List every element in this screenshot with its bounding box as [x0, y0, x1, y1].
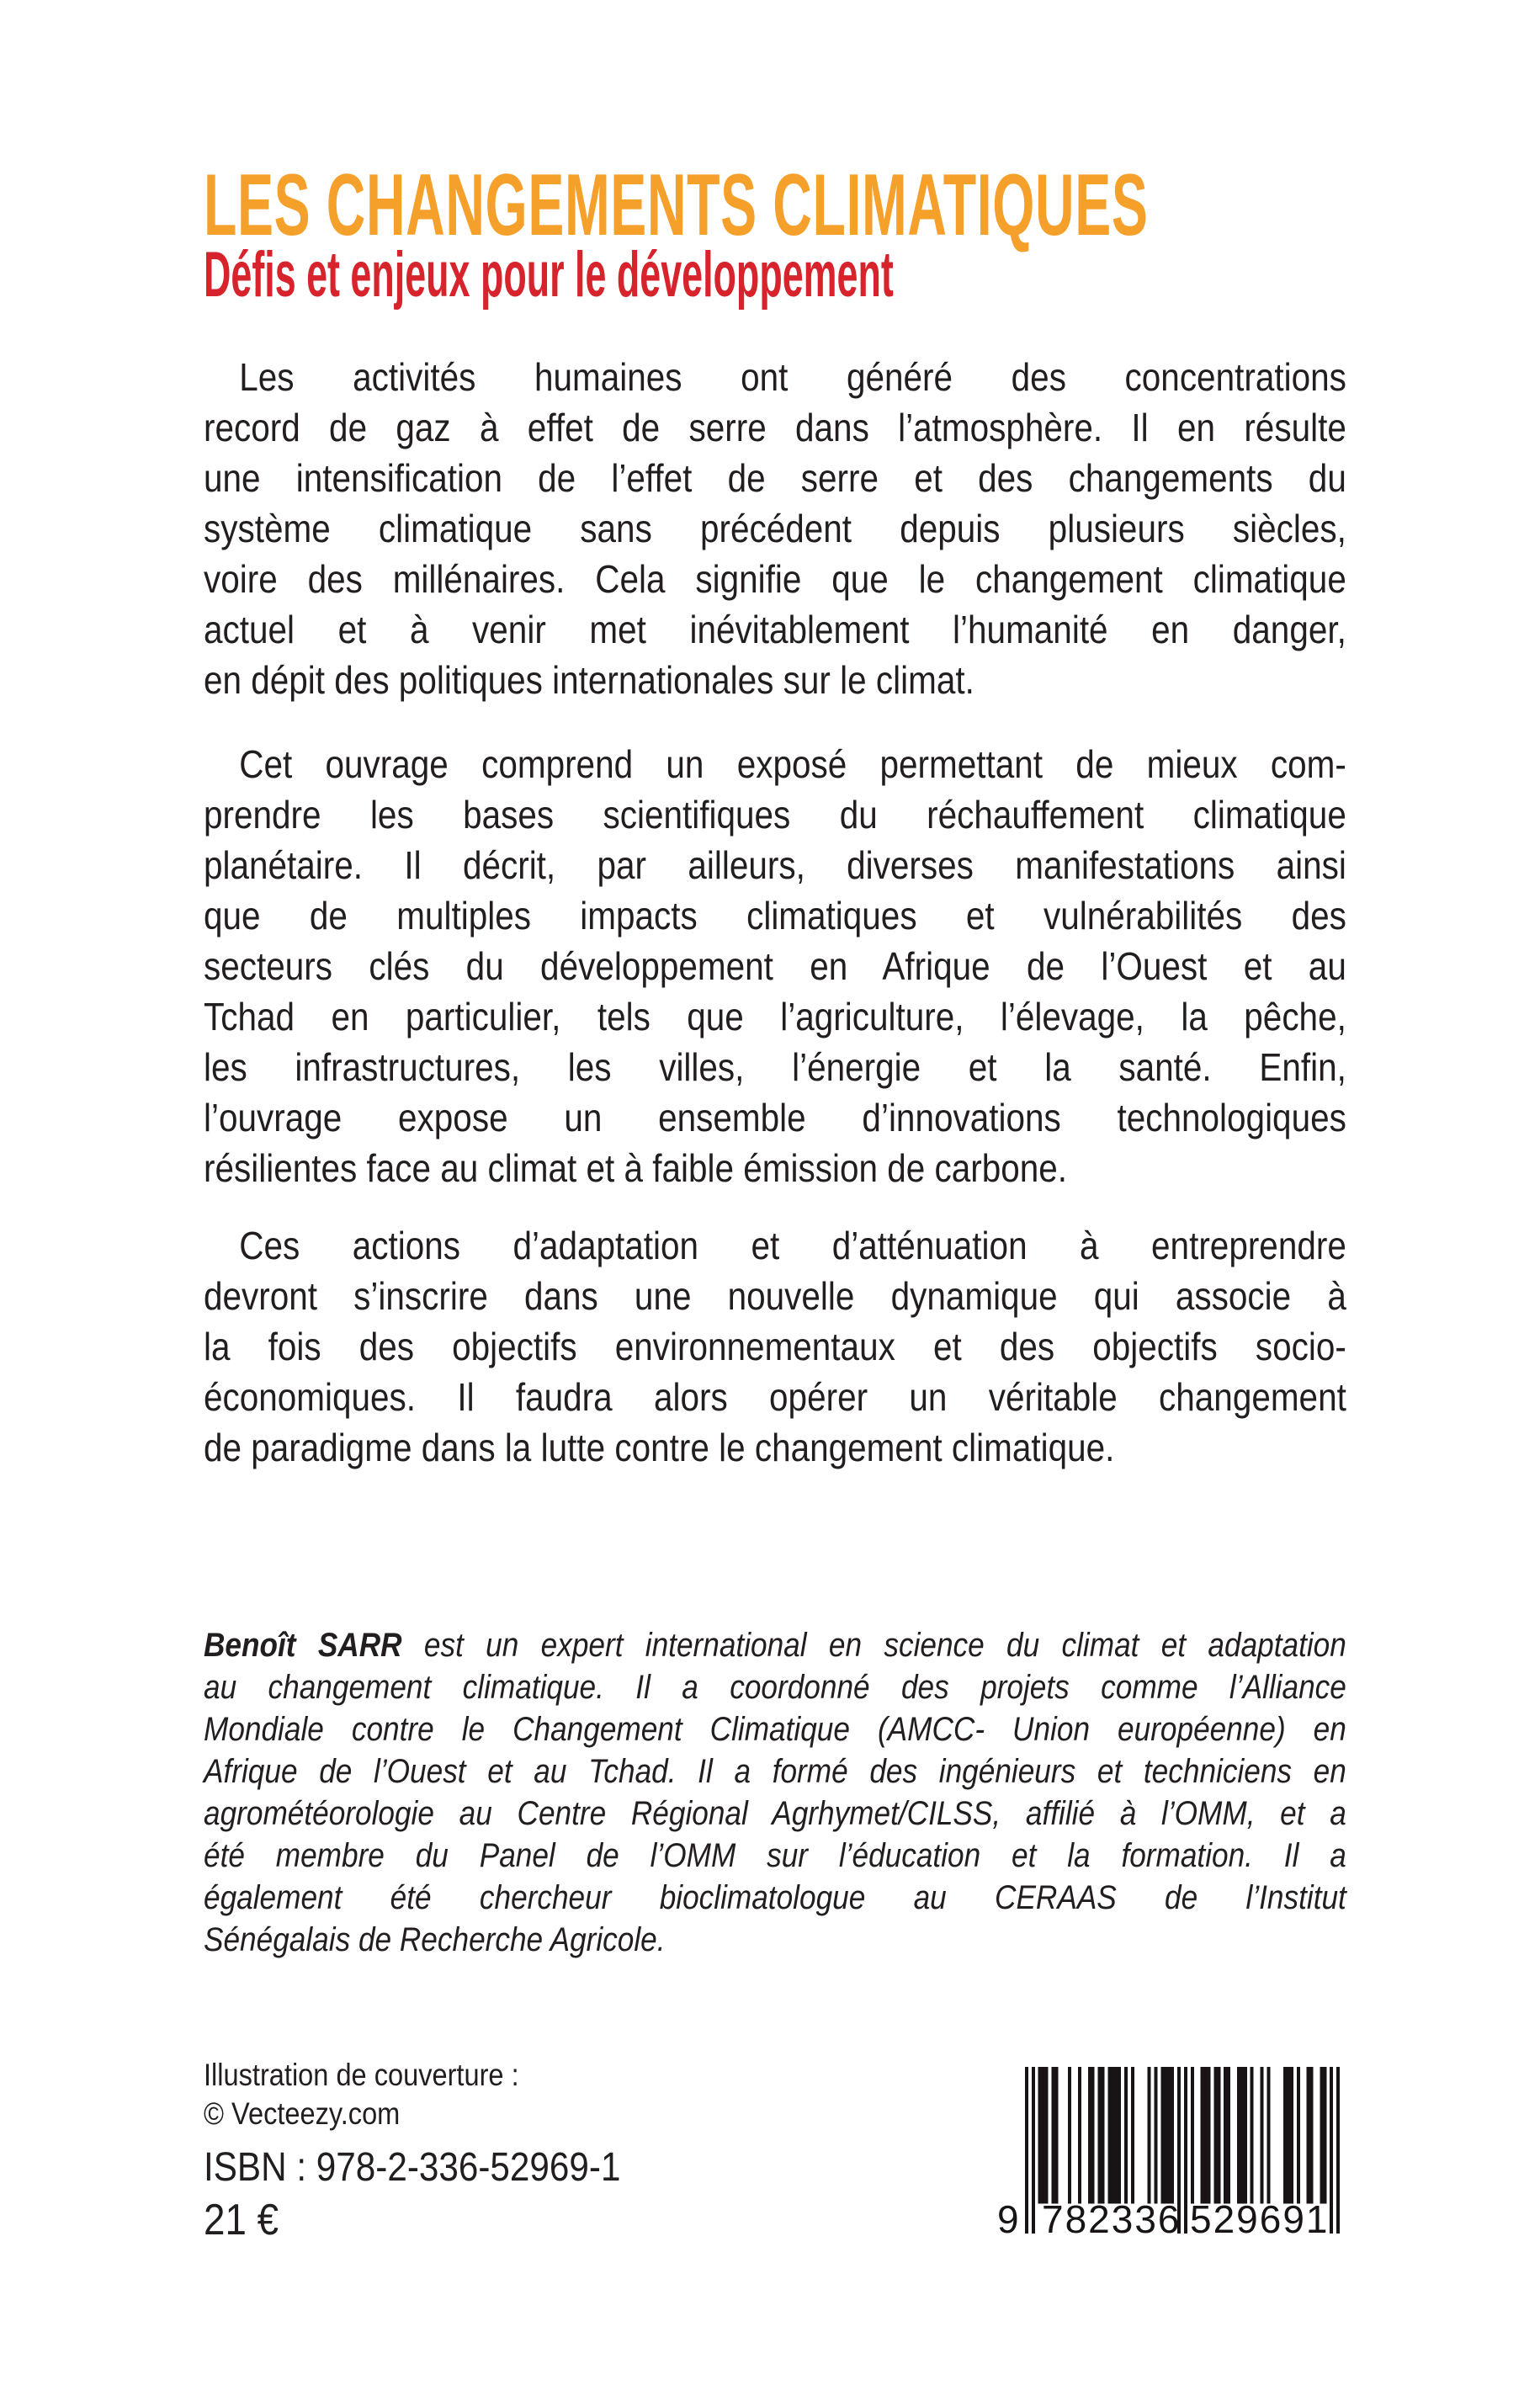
book-subtitle: Défis et enjeux pour le développement [204, 239, 894, 311]
barcode-digit-group-1: 782336 [1042, 2197, 1182, 2241]
text-line: Ces actions d’adaptation et d’atténuation à entreprendre [239, 1224, 1346, 1267]
text-line: au changement climatique. Il a coordonné des projets comme l’Alliance [204, 1669, 1346, 1706]
text-line: l’ouvrage expose un ensemble d’innovations technologiques [204, 1096, 1346, 1139]
text-line: voire des millénaires. Cela signifie que le changement climatique [204, 557, 1346, 601]
author-bio [204, 1624, 1346, 1961]
text-line: une intensification de l’effet de serre et des changements du [204, 456, 1346, 500]
bio-first-line [204, 1624, 1346, 1666]
text-line: planétaire. Il décrit, par ailleurs, diverses manifestations ainsi [204, 843, 1346, 887]
text-line: Mondiale contre le Changement Climatique (AMCC- Union européenne) en [204, 1711, 1346, 1748]
text-line: Sénégalais de Recherche Agricole. [204, 1921, 666, 1958]
text-line: Tchad en particulier, tels que l’agriculture, l’élevage, la pêche, [204, 995, 1346, 1038]
text-line: Cet ouvrage comprend un exposé permettant de mieux com- [239, 742, 1346, 786]
synopsis-paragraph-2 [204, 739, 1346, 1193]
book-title: LES CHANGEMENTS CLIMATIQUES [204, 156, 1149, 254]
text-line: record de gaz à effet de serre dans l’atmosphère. Il en résulte [204, 406, 1346, 449]
author-name: Benoît SARR [204, 1627, 402, 1664]
text-line: actuel et à venir met inévitablement l’humanité en danger, [204, 608, 1346, 651]
text-line: également été chercheur bioclimatologue au CERAAS de l’Institut [204, 1879, 1346, 1916]
text-line: que de multiples impacts climatiques et vulnérabilités des [204, 894, 1346, 938]
text-line: les infrastructures, les villes, l’énergie et la santé. Enfin, [204, 1045, 1346, 1089]
text-line: en dépit des politiques internationales sur le climat. [204, 658, 974, 702]
bio-lines [204, 1666, 1346, 1961]
synopsis-paragraph-3 [204, 1220, 1346, 1473]
text-line: prendre les bases scientifiques du réchauffement climatique [204, 793, 1346, 837]
text-line: secteurs clés du développement en Afrique de l’Ouest et au [204, 944, 1346, 988]
cover-credit-source: © Vecteezy.com [204, 2096, 401, 2131]
isbn-text: ISBN : 978-2-336-52969-1 [204, 2145, 621, 2190]
cover-credit [204, 2056, 519, 2133]
barcode-digit-group-2: 529691 [1190, 2197, 1330, 2241]
bio-first-line-rest: est un expert international en science du climat et adaptation [401, 1627, 1346, 1664]
text-line: la fois des objectifs environnementaux et des objectifs socio- [204, 1325, 1346, 1368]
text-line: Les activités humaines ont généré des concentrations [239, 355, 1346, 399]
text-line: économiques. Il faudra alors opérer un véritable changement [204, 1375, 1346, 1419]
text-line: résilientes face au climat et à faible émission de carbone. [204, 1146, 1068, 1190]
cover-credit-label: Illustration de couverture : [204, 2058, 519, 2092]
text-line: Afrique de l’Ouest et au Tchad. Il a formé des ingénieurs et techniciens en [204, 1753, 1346, 1790]
text-line: devront s’inscrire dans une nouvelle dynamique qui associe à [204, 1274, 1346, 1318]
synopsis-paragraph-1 [204, 352, 1346, 705]
barcode-digit-lead: 9 [997, 2197, 1021, 2241]
text-line: agrométéorologie au Centre Régional Agrhymet/CILSS, affilié à l’OMM, et a [204, 1795, 1346, 1832]
text-line: été membre du Panel de l’OMM sur l’éducation et la formation. Il a [204, 1837, 1346, 1874]
text-line: de paradigme dans la lutte contre le changement climatique. [204, 1426, 1115, 1469]
text-line: système climatique sans précédent depuis plusieurs siècles, [204, 507, 1346, 550]
price-text: 21 € [204, 2196, 279, 2244]
